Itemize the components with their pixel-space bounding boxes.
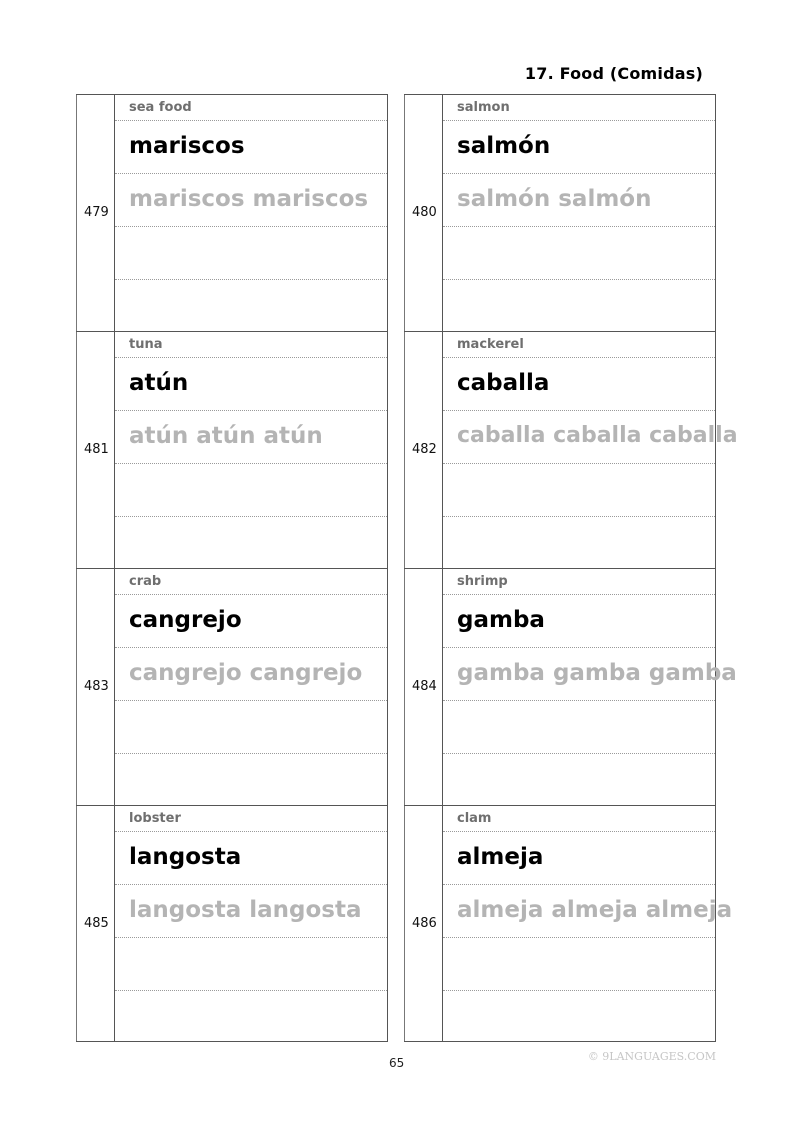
english-gloss: lobster	[129, 811, 181, 826]
divider	[115, 173, 387, 174]
english-gloss: clam	[457, 811, 492, 826]
entry-number: 483	[84, 679, 109, 694]
spanish-word: atún	[129, 370, 189, 396]
divider	[115, 410, 387, 411]
divider	[115, 463, 387, 464]
english-gloss: sea food	[129, 100, 192, 115]
divider	[443, 884, 715, 885]
page-number: 65	[389, 1056, 405, 1070]
card-body	[115, 569, 388, 805]
tracing-text: atún atún atún	[129, 423, 323, 449]
divider	[115, 700, 387, 701]
entry-number: 480	[412, 205, 437, 220]
divider	[443, 647, 715, 648]
card-body	[443, 332, 738, 568]
english-gloss: mackerel	[457, 337, 524, 352]
divider	[443, 120, 715, 121]
divider	[115, 937, 387, 938]
entry-number: 485	[84, 916, 109, 931]
english-gloss: shrimp	[457, 574, 508, 589]
number-column	[404, 806, 443, 1041]
number-column	[404, 332, 443, 568]
divider	[115, 357, 387, 358]
divider	[443, 357, 715, 358]
divider	[443, 594, 715, 595]
tracing-text: mariscos mariscos	[129, 186, 369, 212]
divider	[115, 516, 387, 517]
spanish-word: gamba	[457, 607, 545, 633]
divider	[443, 463, 715, 464]
tracing-text: salmón salmón	[457, 186, 652, 212]
english-gloss: crab	[129, 574, 162, 589]
entry-number: 482	[412, 442, 437, 457]
vocab-card-479	[76, 94, 388, 331]
spanish-word: caballa	[457, 370, 550, 396]
card-body	[443, 806, 733, 1041]
divider	[115, 884, 387, 885]
vocab-card-486	[404, 805, 733, 1042]
divider	[443, 226, 715, 227]
card-body	[443, 95, 716, 331]
page-title: 17. Food (Comidas)	[524, 64, 703, 83]
entry-number: 479	[84, 205, 109, 220]
copyright-notice: © 9LANGUAGES.COM	[587, 1050, 716, 1063]
entry-number: 481	[84, 442, 109, 457]
spanish-word: salmón	[457, 133, 551, 159]
english-gloss: salmon	[457, 100, 510, 115]
divider	[443, 753, 715, 754]
vocab-card-480	[404, 94, 716, 331]
entry-number: 486	[412, 916, 437, 931]
divider	[443, 831, 715, 832]
divider	[443, 279, 715, 280]
vocab-card-483	[76, 568, 388, 805]
number-column	[404, 95, 443, 331]
vocab-card-484	[404, 568, 737, 805]
card-body	[115, 806, 388, 1041]
vocab-card-481	[76, 331, 388, 568]
card-body	[115, 332, 388, 568]
number-column	[76, 806, 115, 1041]
spanish-word: mariscos	[129, 133, 245, 159]
english-gloss: tuna	[129, 337, 163, 352]
card-body	[443, 569, 737, 805]
divider	[115, 594, 387, 595]
tracing-text: almeja almeja almeja	[457, 897, 733, 923]
tracing-text: cangrejo cangrejo	[129, 660, 363, 686]
number-column	[76, 569, 115, 805]
number-column	[76, 95, 115, 331]
spanish-word: langosta	[129, 844, 242, 870]
vocab-card-485	[76, 805, 388, 1042]
spanish-word: almeja	[457, 844, 544, 870]
divider	[115, 831, 387, 832]
tracing-text: gamba gamba gamba	[457, 660, 737, 686]
divider	[115, 647, 387, 648]
number-column	[76, 332, 115, 568]
divider	[115, 753, 387, 754]
divider	[443, 516, 715, 517]
divider	[443, 700, 715, 701]
vocab-card-482	[404, 331, 738, 568]
card-body	[115, 95, 388, 331]
entry-number: 484	[412, 679, 437, 694]
divider	[115, 990, 387, 991]
divider	[115, 279, 387, 280]
divider	[443, 990, 715, 991]
divider	[115, 226, 387, 227]
tracing-text: caballa caballa caballa	[457, 423, 738, 448]
divider	[115, 120, 387, 121]
divider	[443, 410, 715, 411]
divider	[443, 937, 715, 938]
number-column	[404, 569, 443, 805]
spanish-word: cangrejo	[129, 607, 242, 633]
divider	[443, 173, 715, 174]
tracing-text: langosta langosta	[129, 897, 362, 923]
